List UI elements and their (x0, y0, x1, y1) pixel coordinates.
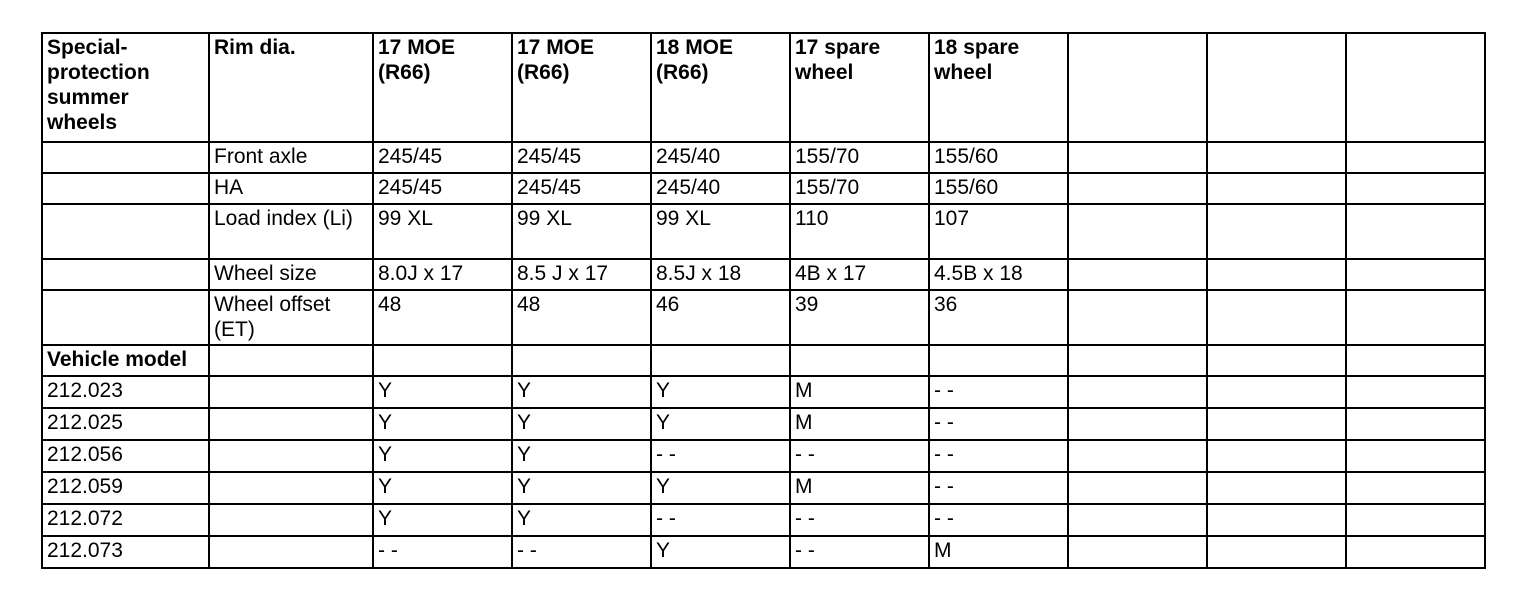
spec-value: 48 (373, 290, 512, 345)
spec-value: 110 (790, 204, 929, 259)
fitment-value: Y (512, 472, 651, 504)
fitment-value: Y (512, 440, 651, 472)
fitment-value (1346, 376, 1485, 408)
fitment-value: M (929, 536, 1068, 568)
fitment-value (1068, 376, 1207, 408)
spec-value: 4B x 17 (790, 259, 929, 290)
spec-label: Wheel offset (ET) (209, 290, 373, 345)
empty-cell (512, 345, 651, 376)
column-header: 17 MOE (R66) (373, 33, 512, 142)
spec-value: 99 XL (651, 204, 790, 259)
fitment-value (1207, 472, 1346, 504)
spec-label: Wheel size (209, 259, 373, 290)
spec-value (1346, 290, 1485, 345)
vehicle-row (42, 440, 1485, 472)
wheel-spec-sheet (41, 32, 1486, 569)
fitment-value: - - (512, 536, 651, 568)
spec-value (1068, 259, 1207, 290)
vehicle-model: 212.023 (42, 376, 209, 408)
vehicle-row (42, 536, 1485, 568)
spec-label: HA (209, 173, 373, 204)
empty-cell (929, 345, 1068, 376)
vehicle-model: 212.073 (42, 536, 209, 568)
empty-cell (1068, 345, 1207, 376)
fitment-value (1346, 536, 1485, 568)
spec-value (1207, 204, 1346, 259)
spec-value: 155/60 (929, 142, 1068, 173)
fitment-value: Y (373, 376, 512, 408)
empty-cell (42, 290, 209, 345)
empty-cell (209, 440, 373, 472)
fitment-value (1068, 408, 1207, 440)
fitment-value: - - (790, 504, 929, 536)
column-header (1346, 33, 1485, 142)
spec-value (1346, 173, 1485, 204)
fitment-value: Y (373, 408, 512, 440)
spec-value: 107 (929, 204, 1068, 259)
spec-value (1346, 204, 1485, 259)
column-header: 18 MOE (R66) (651, 33, 790, 142)
spec-row (42, 290, 1485, 345)
fitment-value: - - (790, 440, 929, 472)
spec-value: 155/70 (790, 173, 929, 204)
column-header: 17 MOE (R66) (512, 33, 651, 142)
spec-value: 48 (512, 290, 651, 345)
spec-label: Load index (Li) (209, 204, 373, 259)
spec-value (1346, 259, 1485, 290)
fitment-value: M (790, 408, 929, 440)
fitment-value: Y (512, 376, 651, 408)
spec-value (1346, 142, 1485, 173)
vehicle-model: 212.025 (42, 408, 209, 440)
fitment-value: Y (651, 376, 790, 408)
empty-cell (209, 376, 373, 408)
empty-cell (209, 345, 373, 376)
fitment-value (1346, 440, 1485, 472)
vehicle-row (42, 504, 1485, 536)
fitment-value: M (790, 376, 929, 408)
spec-value: 8.0J x 17 (373, 259, 512, 290)
spec-value (1207, 142, 1346, 173)
spec-value (1207, 259, 1346, 290)
fitment-value (1207, 376, 1346, 408)
spec-value: 36 (929, 290, 1068, 345)
spec-value (1068, 173, 1207, 204)
spec-value (1068, 204, 1207, 259)
empty-cell (1346, 345, 1485, 376)
fitment-value (1346, 504, 1485, 536)
fitment-value: - - (373, 536, 512, 568)
fitment-value: Y (512, 408, 651, 440)
spec-value: 46 (651, 290, 790, 345)
spec-value: 99 XL (373, 204, 512, 259)
fitment-value: - - (929, 440, 1068, 472)
spec-value: 245/45 (373, 142, 512, 173)
table-title: Special-protection summer wheels (42, 33, 209, 142)
empty-cell (209, 504, 373, 536)
spec-value: 155/60 (929, 173, 1068, 204)
spec-value: 39 (790, 290, 929, 345)
fitment-value: Y (651, 408, 790, 440)
empty-cell (790, 345, 929, 376)
fitment-value: Y (373, 472, 512, 504)
empty-cell (42, 142, 209, 173)
spec-value: 245/45 (512, 142, 651, 173)
empty-cell (209, 472, 373, 504)
empty-cell (42, 204, 209, 259)
spec-value (1068, 290, 1207, 345)
empty-cell (42, 259, 209, 290)
fitment-value (1346, 408, 1485, 440)
rim-dia-label: Rim dia. (209, 33, 373, 142)
column-header: 18 spare wheel (929, 33, 1068, 142)
vehicle-row (42, 472, 1485, 504)
spec-value: 155/70 (790, 142, 929, 173)
spec-value: 8.5J x 18 (651, 259, 790, 290)
fitment-value: Y (651, 472, 790, 504)
table-body (42, 33, 1485, 568)
empty-cell (373, 345, 512, 376)
vehicle-row (42, 376, 1485, 408)
spec-row (42, 259, 1485, 290)
fitment-value: M (790, 472, 929, 504)
spec-value: 99 XL (512, 204, 651, 259)
fitment-value (1207, 408, 1346, 440)
column-header: 17 spare wheel (790, 33, 929, 142)
fitment-value: - - (790, 536, 929, 568)
spec-row (42, 142, 1485, 173)
empty-cell (209, 536, 373, 568)
spec-row (42, 204, 1485, 259)
spec-value: 4.5B x 18 (929, 259, 1068, 290)
spec-value (1207, 290, 1346, 345)
vehicle-row (42, 408, 1485, 440)
vehicle-model-heading: Vehicle model (42, 345, 209, 376)
fitment-value: - - (929, 408, 1068, 440)
vehicle-model: 212.072 (42, 504, 209, 536)
fitment-value (1068, 504, 1207, 536)
spec-label: Front axle (209, 142, 373, 173)
fitment-value (1346, 472, 1485, 504)
vehicle-header-row (42, 345, 1485, 376)
fitment-value (1068, 472, 1207, 504)
fitment-value: Y (373, 440, 512, 472)
fitment-value (1207, 504, 1346, 536)
column-header (1068, 33, 1207, 142)
fitment-value: Y (373, 504, 512, 536)
spec-value: 245/40 (651, 142, 790, 173)
wheel-spec-table (41, 32, 1486, 569)
column-header (1207, 33, 1346, 142)
spec-value: 8.5 J x 17 (512, 259, 651, 290)
fitment-value: Y (651, 536, 790, 568)
spec-value (1068, 142, 1207, 173)
spec-value: 245/45 (512, 173, 651, 204)
fitment-value: - - (929, 472, 1068, 504)
spec-value (1207, 173, 1346, 204)
empty-cell (651, 345, 790, 376)
fitment-value (1068, 440, 1207, 472)
fitment-value (1068, 536, 1207, 568)
vehicle-model: 212.056 (42, 440, 209, 472)
fitment-value: - - (651, 440, 790, 472)
fitment-value: Y (512, 504, 651, 536)
fitment-value: - - (929, 376, 1068, 408)
empty-cell (209, 408, 373, 440)
spec-row (42, 173, 1485, 204)
fitment-value (1207, 440, 1346, 472)
header-row (42, 33, 1485, 142)
empty-cell (1207, 345, 1346, 376)
fitment-value: - - (651, 504, 790, 536)
spec-value: 245/40 (651, 173, 790, 204)
fitment-value (1207, 536, 1346, 568)
fitment-value: - - (929, 504, 1068, 536)
vehicle-model: 212.059 (42, 472, 209, 504)
empty-cell (42, 173, 209, 204)
spec-value: 245/45 (373, 173, 512, 204)
